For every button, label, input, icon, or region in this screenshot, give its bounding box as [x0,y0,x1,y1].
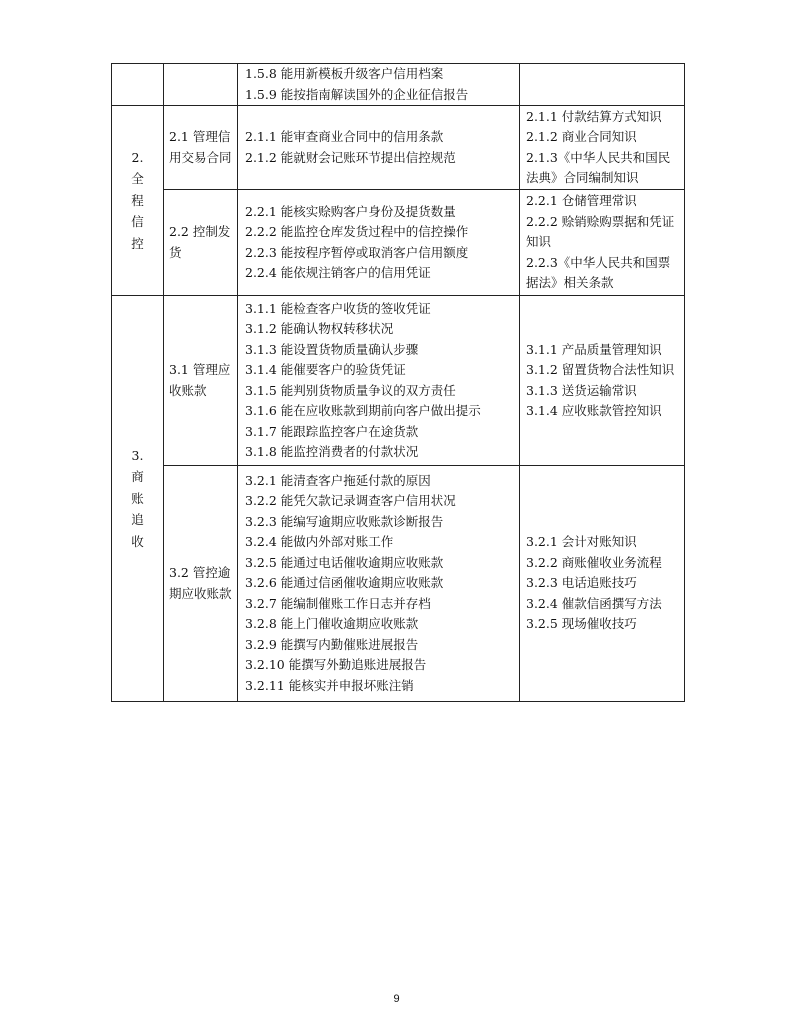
knowledge-item: 2.2.1 仓储管理常识 [526,193,637,209]
knowledge-item: 3.1.4 应收账款管控知识 [526,403,662,418]
ability-item: 3.1.3 能设置货物质量确认步骤 [245,341,419,357]
ability-item: 3.2.3 能编写逾期应收账款诊断报告 [245,513,444,529]
ability-item: 3.2.8 能上门催收逾期应收账款 [245,616,419,632]
knowledge-item: 3.1.1 产品质量管理知识 [526,341,662,357]
ability-item: 1.5.8 能用新模板升级客户信用档案 [245,66,444,81]
ability-item: 3.2.11 能核实并申报坏账注销 [245,677,414,693]
table-row [112,106,685,190]
unit-name: 3.1 管理应收账款 [169,362,231,398]
knowledge-item: 3.2.1 会计对账知识 [526,534,637,550]
module-char: 收 [131,533,144,549]
ability-item: 3.2.2 能凭欠款记录调查客户信用状况 [245,493,456,509]
unit-name: 3.2 管控逾期应收账款 [169,565,232,601]
knowledge-item: 2.1.3《中华人民共和国民法典》合同编制知识 [526,149,671,185]
table-row [112,190,685,296]
module-char: 全 [131,171,144,187]
knowledge-cell [520,106,685,190]
page-number: 9 [393,993,400,1005]
module-char: 信 [131,214,144,230]
ability-item: 3.2.9 能撰写内勤催账进展报告 [245,636,419,652]
module-char: 追 [131,512,144,528]
ability-cell [238,296,520,466]
ability-item: 3.2.4 能做内外部对账工作 [245,534,394,550]
ability-item: 1.5.9 能按指南解读国外的企业征信报告 [245,86,469,102]
module-char: 2. [131,149,144,165]
knowledge-cell [520,190,685,296]
unit-cell-empty [164,64,238,106]
ability-cell [238,64,520,106]
unit-cell [164,190,238,296]
module-char: 3. [131,447,144,463]
knowledge-item: 3.2.4 催款信函撰写方法 [526,595,662,611]
ability-cell [238,466,520,702]
module-char: 商 [131,469,144,485]
ability-item: 3.1.1 能检查客户收货的签收凭证 [245,300,431,316]
knowledge-cell [520,296,685,466]
knowledge-item: 2.1.1 付款结算方式知识 [526,108,662,124]
ability-item: 3.1.8 能监控消费者的付款状况 [245,444,419,459]
ability-item: 3.2.5 能通过电话催收逾期应收账款 [245,554,444,570]
knowledge-item: 3.2.5 现场催收技巧 [526,616,637,632]
ability-item: 2.1.1 能审查商业合同中的信用条款 [245,129,444,144]
ability-item: 3.2.10 能撰写外勤追账进展报告 [245,657,427,673]
module-char: 控 [131,235,144,251]
unit-cell [164,466,238,702]
module-char: 程 [131,192,144,208]
ability-item: 2.2.4 能依规注销客户的信用凭证 [245,265,431,280]
ability-item: 2.2.1 能核实赊购客户身份及提货数量 [245,203,456,219]
module-cell-empty [112,64,164,106]
ability-item: 3.2.1 能清查客户拖延付款的原因 [245,472,431,488]
table-row [112,296,685,466]
ability-item: 3.2.7 能编制催账工作日志并存档 [245,595,431,611]
knowledge-item: 2.1.2 商业合同知识 [526,129,637,144]
knowledge-item: 3.2.3 电话追账技巧 [526,575,637,591]
unit-name: 2.1 管理信用交易合同 [169,129,232,165]
knowledge-item: 2.2.2 赊销赊购票据和凭证知识 [526,213,675,250]
ability-item: 3.1.5 能判别货物质量争议的双方责任 [245,382,456,398]
knowledge-cell-empty [520,64,685,106]
module-cell [112,106,164,296]
skills-table [111,63,685,702]
ability-item: 2.2.2 能监控仓库发货过程中的信控操作 [245,224,469,239]
ability-item: 3.1.7 能跟踪监控客户在途货款 [245,423,419,439]
knowledge-item: 3.2.2 商账催收业务流程 [526,554,662,570]
ability-item: 2.2.3 能按程序暂停或取消客户信用额度 [245,244,469,260]
ability-item: 2.1.2 能就财会记账环节提出信控规范 [245,149,456,165]
ability-cell [238,106,520,190]
ability-item: 3.1.4 能催要客户的验货凭证 [245,362,406,377]
ability-item: 3.2.6 能通过信函催收逾期应收账款 [245,575,444,591]
ability-cell [238,190,520,296]
module-cell [112,296,164,702]
unit-cell [164,296,238,466]
table-row [112,466,685,702]
unit-name: 2.2 控制发货 [169,224,231,260]
module-char: 账 [131,490,144,506]
table-row [112,64,685,106]
unit-cell [164,106,238,190]
knowledge-cell [520,466,685,702]
ability-item: 3.1.2 能确认物权转移状况 [245,321,394,336]
knowledge-item: 2.2.3《中华人民共和国票据法》相关条款 [526,254,671,291]
knowledge-item: 3.1.2 留置货物合法性知识 [526,362,675,377]
ability-item: 3.1.6 能在应收账款到期前向客户做出提示 [245,403,481,418]
knowledge-item: 3.1.3 送货运输常识 [526,382,637,398]
